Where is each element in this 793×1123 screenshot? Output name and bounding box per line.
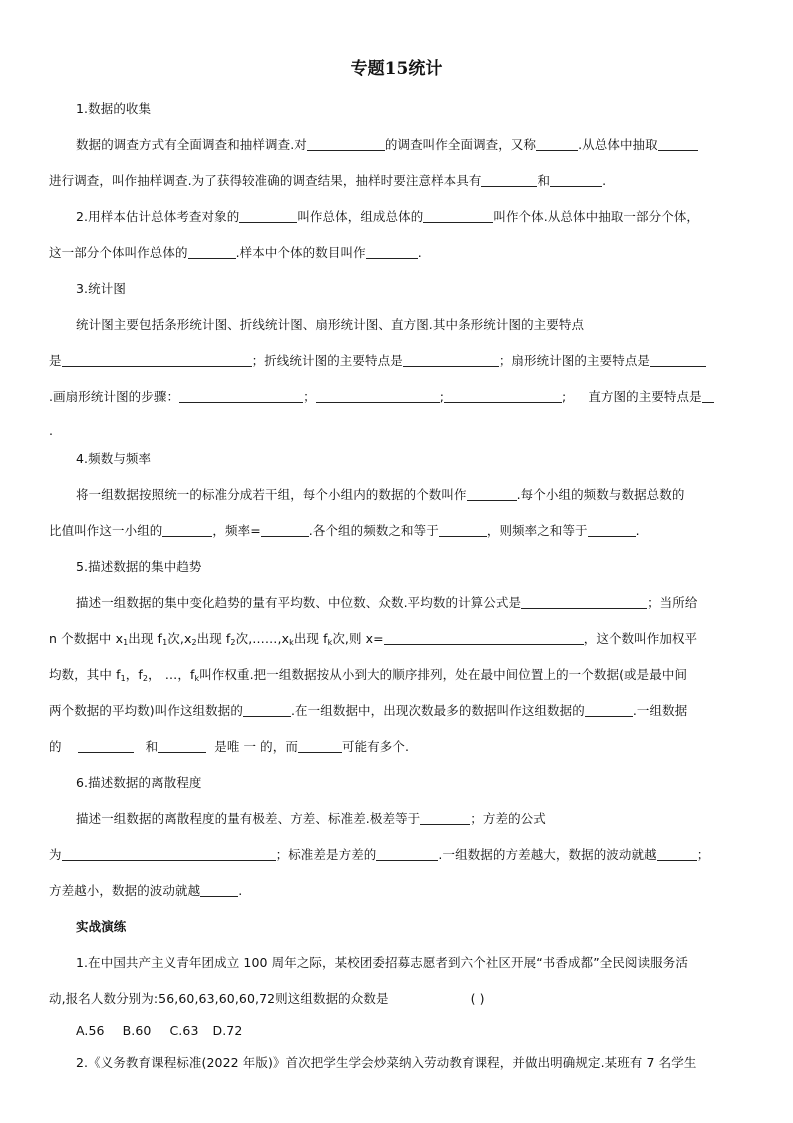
blank (403, 353, 499, 367)
blank (62, 847, 276, 861)
blank (179, 389, 303, 403)
blank (423, 209, 493, 223)
section-5-line-1: 描述一组数据的集中变化趋势的量有平均数、中位数、众数.平均数的计算公式是 ；当所给 (76, 595, 698, 610)
section-6-heading: 6.描述数据的离散程度 (76, 775, 202, 790)
blank (467, 487, 517, 501)
option-b: B.60 (122, 1023, 152, 1038)
blank (481, 173, 537, 187)
section-2-line-1: 2.用样本估计总体考查对象的 叫作总体，组成总体的 叫作个体.从总体中抽取一部分个体， (76, 209, 700, 224)
blank (376, 847, 438, 861)
blank (200, 883, 238, 897)
section-3-line-2: 是 ；折线统计图的主要特点是 ；扇形统计图的主要特点是 (49, 352, 749, 370)
option-c: C.63 (169, 1023, 199, 1038)
blank (298, 739, 342, 753)
section-4-heading: 4.频数与频率 (76, 451, 152, 466)
option-a: A.56 (76, 1023, 105, 1038)
blank (316, 389, 440, 403)
blank (239, 209, 297, 223)
blank (585, 703, 633, 717)
blank (658, 137, 698, 151)
section-1-heading: 1.数据的收集 (76, 101, 152, 116)
blank (307, 137, 385, 151)
blank (188, 245, 236, 259)
blank (702, 389, 714, 403)
section-6-line-3: 方差越小，数据的波动就越 . (49, 883, 243, 898)
blank (162, 523, 212, 537)
blank (588, 523, 636, 537)
section-6-line-1: 描述一组数据的离散程度的量有极差、方差、标准差.极差等于 ；方差的公式 (76, 811, 546, 826)
section-4-line-2: 比值叫作这一小组的 ，频率= .各个组的频数之和等于 ，则频率之和等于 . (49, 523, 640, 538)
blank (657, 847, 697, 861)
section-5-line-3: 均数，其中 $f_1$，$f_2$， …，$f_k$叫作权重.把一组数据按从小到大的顺序排列，处在最中间位置上的一个数据(或是最中间 (49, 667, 688, 683)
blank (366, 245, 418, 259)
blank (384, 631, 584, 645)
section-5-line-5: 的 和 是唯 一 的，而 可能有多个. (49, 739, 410, 754)
section-2-line-2: 这一部分个体叫作总体的 .样本中个体的数目叫作 . (49, 245, 422, 260)
blank (650, 353, 706, 367)
section-1-line-1: 数据的调查方式有全面调查和抽样调查.对 的调查叫作全面调查，又称 .从总体中抽取 (76, 136, 748, 154)
question-1-line-2: 动,报名人数分别为:56,60,63,60,60,72则这组数据的众数是 ( ) (49, 991, 485, 1006)
blank (444, 389, 562, 403)
blank (420, 811, 470, 825)
blank (62, 353, 252, 367)
question-1-line-1: 1.在中国共产主义青年团成立 100 周年之际，某校团委招募志愿者到六个社区开展“书香成都”全民阅读服务活 (76, 955, 688, 970)
blank (521, 595, 647, 609)
section-5-line-2: n 个数据中 $x_1$出现 $f_1$次$,x_2$出现 $f_2$次$,\dots\dots,x_k$出现 $f_k$次,则 x= ，这个数叫作加权平 (49, 631, 698, 647)
blank (550, 173, 602, 187)
option-d: D.72 (212, 1023, 243, 1038)
section-3-heading: 3.统计图 (76, 281, 126, 296)
section-3-line-3: .画扇形统计图的步骤： ； ; ; 直方图的主要特点是 (49, 388, 749, 406)
section-5-heading: 5.描述数据的集中趋势 (76, 559, 202, 574)
section-5-line-4: 两个数据的平均数)叫作这组数据的 .在一组数据中，出现次数最多的数据叫作这组数据的 .一组数据 (49, 703, 688, 718)
section-3-line-4: . (49, 423, 54, 438)
blank (78, 739, 134, 753)
blank (158, 739, 206, 753)
question-1-options (76, 1022, 748, 1040)
blank (536, 137, 578, 151)
section-3-line-1: 统计图主要包括条形统计图、折线统计图、扇形统计图、直方图.其中条形统计图的主要特点 (76, 317, 585, 332)
section-1-line-2: 进行调查，叫作抽样调查.为了获得较准确的调查结果，抽样时要注意样本具有 和 . (49, 173, 607, 188)
practice-heading: 实战演练 (76, 919, 127, 934)
page-title: 专题15统计 (350, 59, 443, 79)
blank (261, 523, 309, 537)
blank (243, 703, 291, 717)
answer-bracket: ( ) (470, 991, 485, 1006)
section-4-line-1: 将一组数据按照统一的标准分成若干组，每个小组内的数据的个数叫作 .每个小组的频数与数据总数的 (76, 487, 685, 502)
blank (439, 523, 487, 537)
question-2-line-1: 2.《义务教育课程标准(2022 年版)》首次把学生学会炒菜纳入劳动教育课程，并做出明确规定.某班有 7 名学生 (76, 1055, 697, 1070)
section-6-line-2: 为 ；标准差是方差的 .一组数据的方差越大，数据的波动就越 ； (49, 847, 710, 862)
